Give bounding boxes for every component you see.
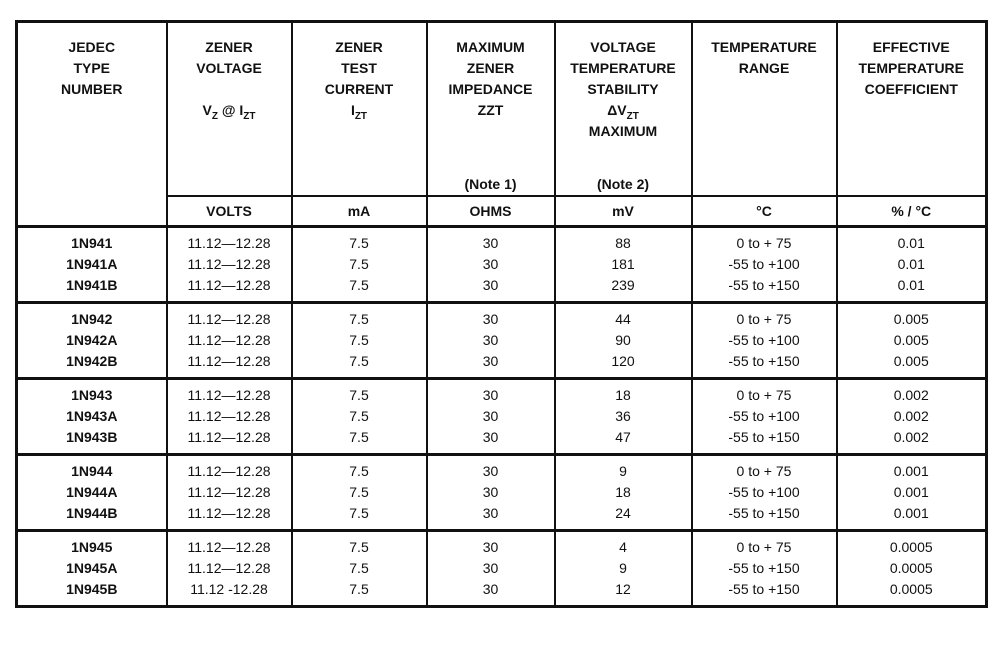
header-line: $\Delta V_{ZT}$ (607, 102, 639, 122)
value-cell: 11.12—12.28 (167, 558, 292, 579)
header-line: $V_Z$ @ $I_{ZT}$ (202, 102, 256, 122)
type-number-cell: 1N945 (17, 530, 167, 558)
unit-voltage-temperature-stability: mV (555, 196, 692, 226)
value-cell: 239 (555, 275, 692, 303)
value-cell: 7.5 (292, 530, 427, 558)
table-row (17, 454, 987, 482)
header-line: VOLTAGE (196, 60, 262, 76)
header-line: TEMPERATURE (711, 39, 817, 55)
header-line: TEST (341, 60, 377, 76)
header-line: ZENER (205, 39, 253, 55)
type-number-cell: 1N941B (17, 275, 167, 303)
value-cell: 11.12—12.28 (167, 351, 292, 379)
value-cell: 0 to + 75 (692, 530, 837, 558)
value-cell: 7.5 (292, 427, 427, 455)
table-row (17, 406, 987, 427)
table-row (17, 226, 987, 254)
table-row (17, 254, 987, 275)
type-number-cell: 1N943 (17, 378, 167, 406)
value-cell: 0.0005 (837, 530, 987, 558)
value-cell: 0.002 (837, 427, 987, 455)
value-cell: 11.12 -12.28 (167, 579, 292, 607)
header-line: JEDEC (68, 39, 116, 55)
value-cell: -55 to +100 (692, 254, 837, 275)
type-number-cell: 1N945B (17, 579, 167, 607)
table-row (17, 275, 987, 303)
table-row (17, 579, 987, 607)
value-cell: 18 (555, 378, 692, 406)
unit-zener-test-current: mA (292, 196, 427, 226)
column-header-maximum-zener-impedance (427, 22, 555, 197)
value-cell: 11.12—12.28 (167, 482, 292, 503)
value-cell: 30 (427, 330, 555, 351)
table-row (17, 330, 987, 351)
value-cell: 0.01 (837, 254, 987, 275)
header-line: IMPEDANCE (448, 81, 533, 97)
value-cell: 90 (555, 330, 692, 351)
value-cell: -55 to +100 (692, 482, 837, 503)
value-cell: 30 (427, 503, 555, 531)
type-number-cell: 1N944B (17, 503, 167, 531)
value-cell: 30 (427, 406, 555, 427)
header-line: CURRENT (324, 81, 394, 97)
header-line: EFFECTIVE (872, 39, 950, 55)
value-cell: 30 (427, 454, 555, 482)
header-line: ZENER (335, 39, 383, 55)
value-cell: 7.5 (292, 378, 427, 406)
header-line: COEFFICIENT (864, 81, 958, 97)
value-cell: 11.12—12.28 (167, 275, 292, 303)
value-cell: 30 (427, 427, 555, 455)
header-line: TYPE (73, 60, 111, 76)
unit-zener-voltage: VOLTS (167, 196, 292, 226)
value-cell: 0.002 (837, 378, 987, 406)
table-row (17, 503, 987, 531)
header-line: NUMBER (61, 81, 123, 97)
value-cell: 0.001 (837, 482, 987, 503)
value-cell: 30 (427, 482, 555, 503)
table-row (17, 530, 987, 558)
value-cell: 0 to + 75 (692, 302, 837, 330)
table-body (17, 226, 987, 606)
type-number-cell: 1N943A (17, 406, 167, 427)
header-row (17, 22, 987, 197)
value-cell: 88 (555, 226, 692, 254)
value-cell: 11.12—12.28 (167, 378, 292, 406)
value-cell: 9 (555, 558, 692, 579)
table-row (17, 378, 987, 406)
value-cell: 11.12—12.28 (167, 302, 292, 330)
value-cell: 30 (427, 275, 555, 303)
value-cell: 30 (427, 254, 555, 275)
value-cell: 0.005 (837, 330, 987, 351)
value-cell: 7.5 (292, 330, 427, 351)
type-number-cell: 1N942B (17, 351, 167, 379)
value-cell: 30 (427, 302, 555, 330)
value-cell: 7.5 (292, 558, 427, 579)
value-cell: 0 to + 75 (692, 454, 837, 482)
value-cell: -55 to +100 (692, 330, 837, 351)
value-cell: 11.12—12.28 (167, 226, 292, 254)
table-row (17, 482, 987, 503)
value-cell: -55 to +150 (692, 503, 837, 531)
value-cell: 11.12—12.28 (167, 254, 292, 275)
type-number-cell: 1N943B (17, 427, 167, 455)
note-reference: (Note 2) (596, 176, 650, 192)
type-number-cell: 1N944A (17, 482, 167, 503)
value-cell: 11.12—12.28 (167, 530, 292, 558)
value-cell: 12 (555, 579, 692, 607)
value-cell: 11.12—12.28 (167, 330, 292, 351)
type-number-cell: 1N941 (17, 226, 167, 254)
header-line: MAXIMUM (456, 39, 525, 55)
value-cell: 7.5 (292, 482, 427, 503)
table-row (17, 427, 987, 455)
value-cell: -55 to +150 (692, 579, 837, 607)
header-line: ZENER (466, 60, 515, 76)
value-cell: 24 (555, 503, 692, 531)
value-cell: 7.5 (292, 406, 427, 427)
value-cell: -55 to +150 (692, 275, 837, 303)
value-cell: -55 to +150 (692, 427, 837, 455)
value-cell: 7.5 (292, 226, 427, 254)
value-cell: -55 to +100 (692, 406, 837, 427)
value-cell: 0.005 (837, 302, 987, 330)
value-cell: 47 (555, 427, 692, 455)
column-header-jedec-type-number (17, 22, 167, 227)
value-cell: 7.5 (292, 454, 427, 482)
value-cell: 11.12—12.28 (167, 503, 292, 531)
header-line: VOLTAGE (590, 39, 656, 55)
table-row (17, 558, 987, 579)
value-cell: 181 (555, 254, 692, 275)
note-reference: (Note 1) (464, 176, 517, 192)
table-row (17, 351, 987, 379)
value-cell: 0 to + 75 (692, 378, 837, 406)
value-cell: 120 (555, 351, 692, 379)
value-cell: -55 to +150 (692, 558, 837, 579)
value-cell: 7.5 (292, 503, 427, 531)
value-cell: -55 to +150 (692, 351, 837, 379)
header-line: TEMPERATURE (858, 60, 965, 76)
unit-temperature-range: °C (692, 196, 837, 226)
value-cell: 9 (555, 454, 692, 482)
value-cell: 11.12—12.28 (167, 406, 292, 427)
value-cell: 18 (555, 482, 692, 503)
value-cell: 30 (427, 378, 555, 406)
value-cell: 7.5 (292, 351, 427, 379)
value-cell: 0.001 (837, 503, 987, 531)
type-number-cell: 1N945A (17, 558, 167, 579)
value-cell: 7.5 (292, 254, 427, 275)
column-header-effective-temperature-coefficient (837, 22, 987, 197)
unit-effective-temperature-coefficient: % / °C (837, 196, 987, 226)
value-cell: 30 (427, 579, 555, 607)
type-number-cell: 1N944 (17, 454, 167, 482)
table-row (17, 302, 987, 330)
value-cell: 30 (427, 558, 555, 579)
value-cell: 30 (427, 226, 555, 254)
value-cell: 44 (555, 302, 692, 330)
type-number-cell: 1N942A (17, 330, 167, 351)
value-cell: 0.001 (837, 454, 987, 482)
header-line: $I_{ZT}$ (350, 102, 368, 122)
value-cell: 0.0005 (837, 579, 987, 607)
table-head (17, 22, 987, 227)
value-cell: 7.5 (292, 275, 427, 303)
value-cell: 0.005 (837, 351, 987, 379)
value-cell: 7.5 (292, 579, 427, 607)
header-line: TEMPERATURE (570, 60, 676, 76)
zener-spec-table (15, 20, 988, 608)
value-cell: 0 to + 75 (692, 226, 837, 254)
value-cell: 36 (555, 406, 692, 427)
value-cell: 0.0005 (837, 558, 987, 579)
column-header-voltage-temperature-stability (555, 22, 692, 197)
column-header-zener-test-current (292, 22, 427, 197)
header-line: MAXIMUM (588, 123, 658, 139)
unit-maximum-zener-impedance: OHMS (427, 196, 555, 226)
header-line: ZZT (477, 102, 504, 118)
value-cell: 0.01 (837, 226, 987, 254)
value-cell: 0.01 (837, 275, 987, 303)
column-header-zener-voltage (167, 22, 292, 197)
value-cell: 30 (427, 530, 555, 558)
value-cell: 30 (427, 351, 555, 379)
type-number-cell: 1N941A (17, 254, 167, 275)
header-line: STABILITY (587, 81, 659, 97)
header-line: RANGE (738, 60, 790, 76)
value-cell: 11.12—12.28 (167, 454, 292, 482)
value-cell: 0.002 (837, 406, 987, 427)
value-cell: 4 (555, 530, 692, 558)
type-number-cell: 1N942 (17, 302, 167, 330)
value-cell: 11.12—12.28 (167, 427, 292, 455)
value-cell: 7.5 (292, 302, 427, 330)
column-header-temperature-range (692, 22, 837, 197)
